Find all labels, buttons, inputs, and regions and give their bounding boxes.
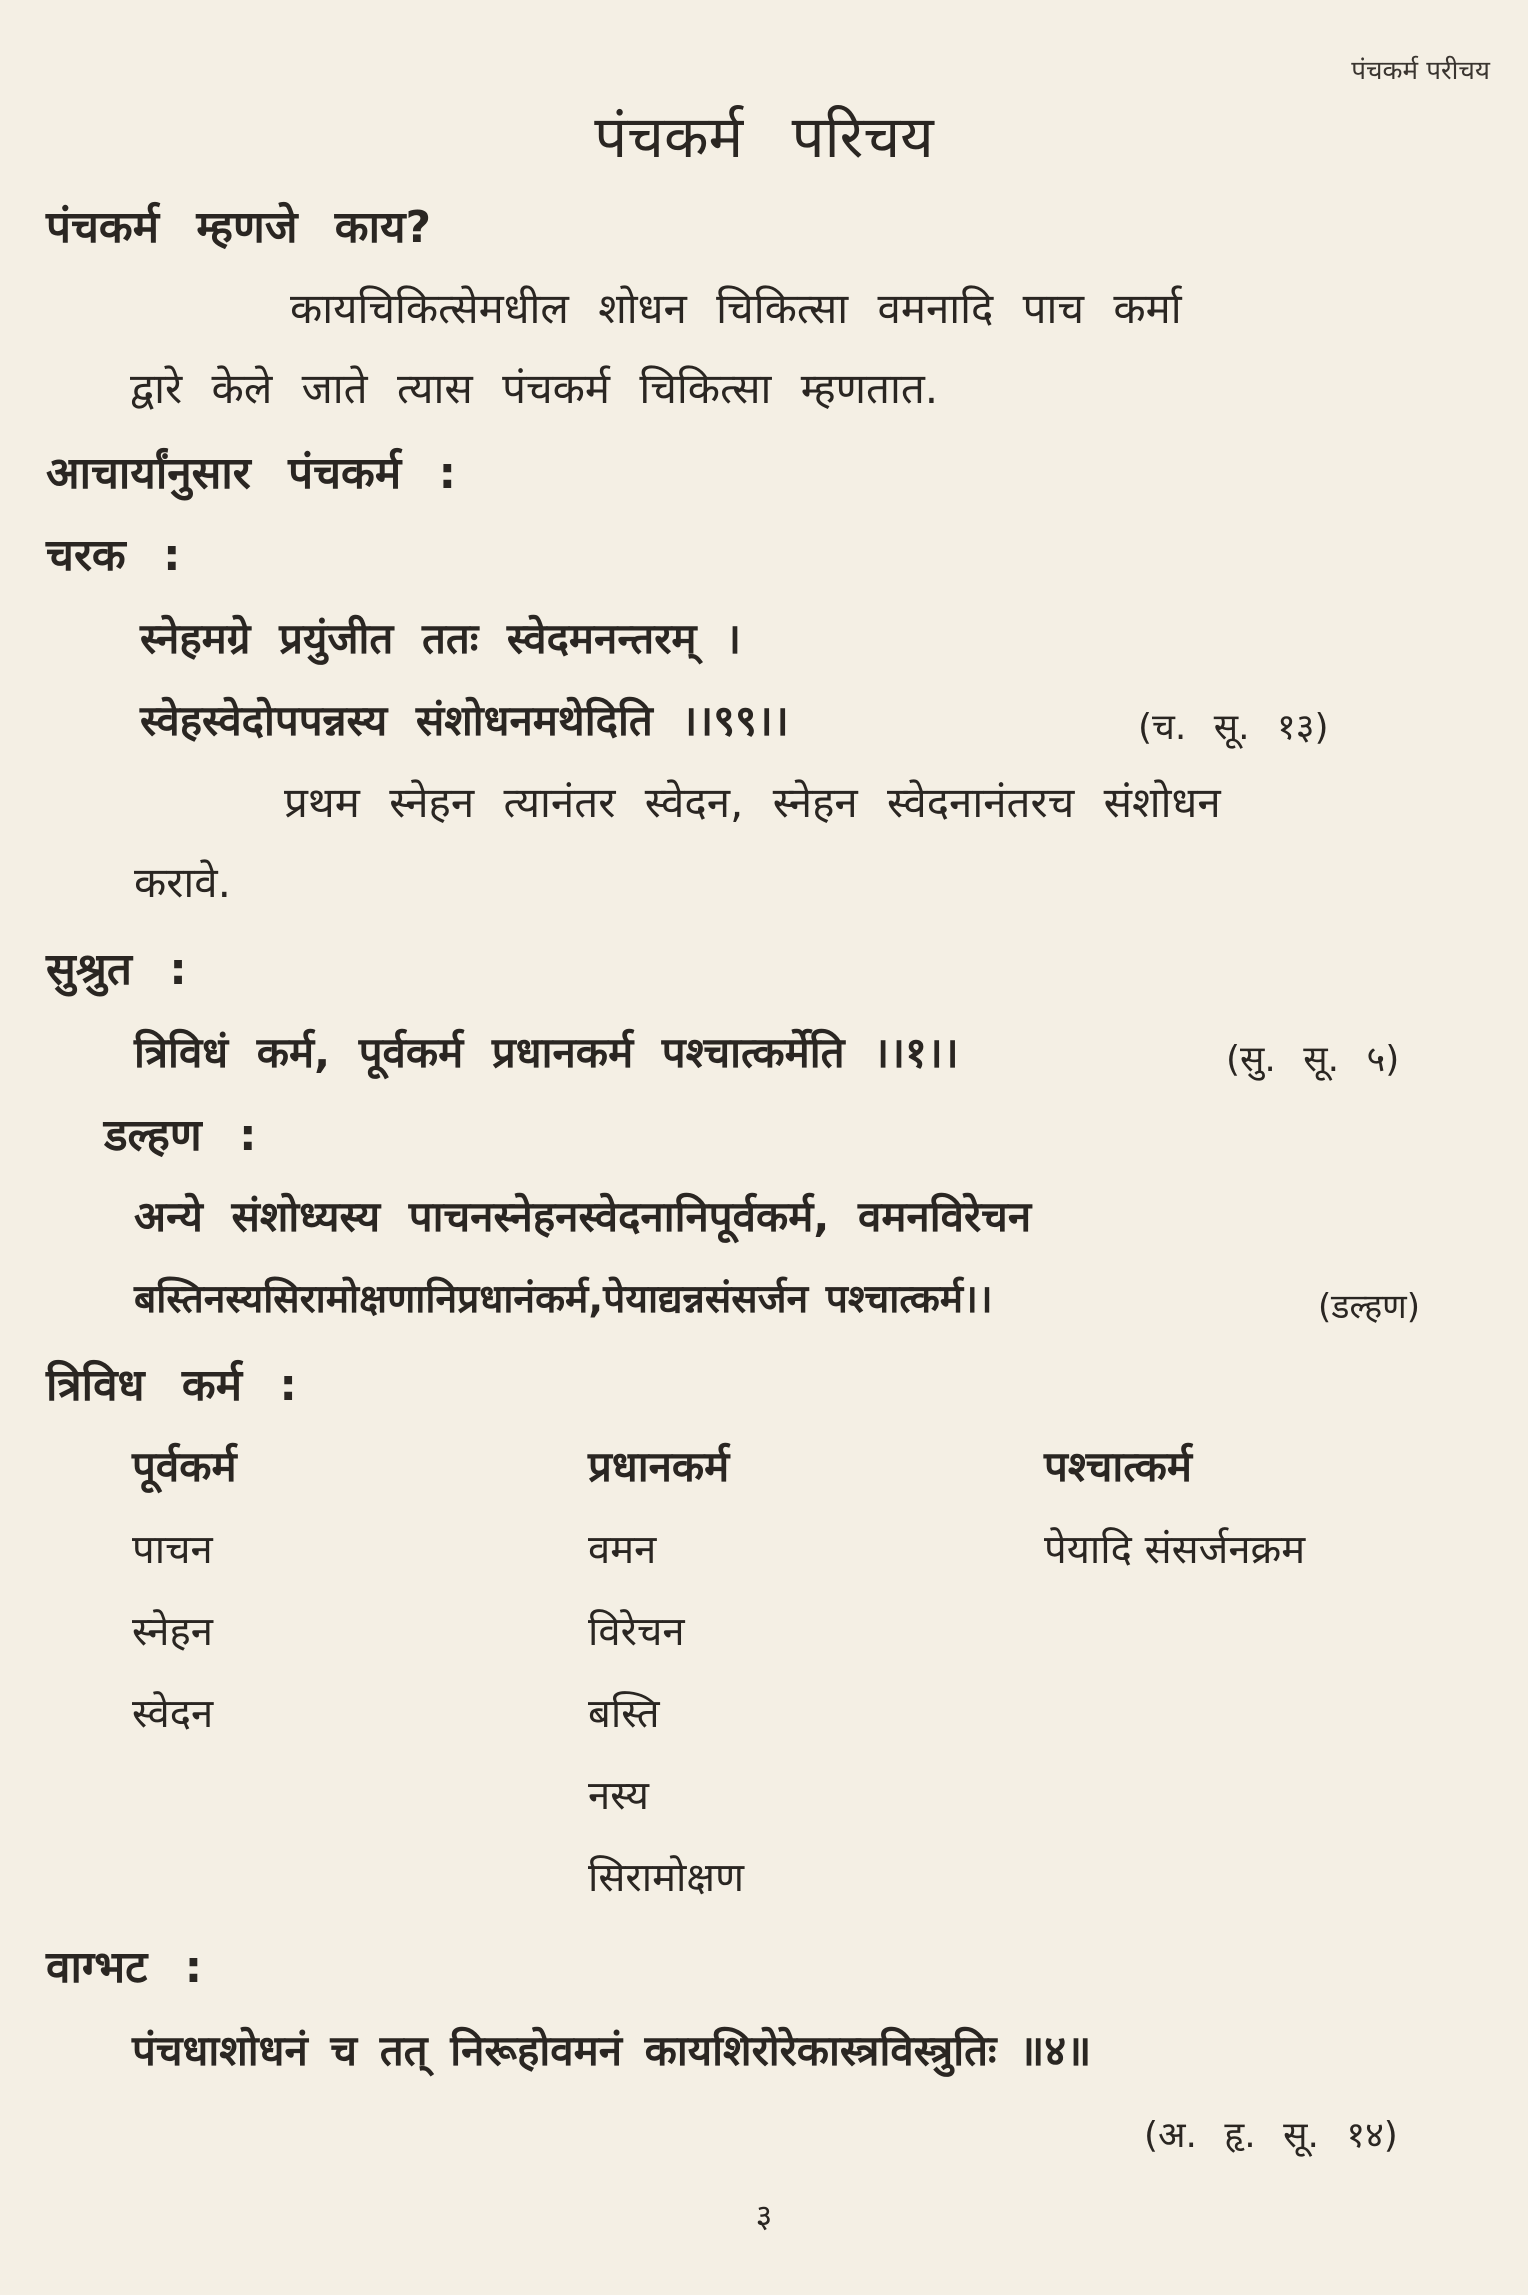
vagbhat-reference: (अ. हृ. सू. १४) <box>1144 2115 1398 2156</box>
table-cell-purvakarma: स्वेदन <box>132 1691 214 1737</box>
dalhan-line-2: बस्तिनस्यसिरामोक्षणानिप्रधानंकर्म,पेयाद्यन्नसंसर्जन पश्चात्कर्म।। <box>134 1277 993 1322</box>
page-number: ३ <box>755 2197 773 2235</box>
charak-para-line-2: करावे. <box>134 858 232 907</box>
table-header-pashchatkarma: पश्चात्कर्म <box>1044 1442 1192 1491</box>
charak-para-line-1: प्रथम स्नेहन त्यानंतर स्वेदन, स्नेहन स्वेदनानंतरच संशोधन <box>284 778 1221 827</box>
table-cell-pashchatkarma: पेयादि संसर्जनक्रम <box>1044 1527 1306 1573</box>
charak-heading: चरक : <box>46 530 181 581</box>
page-title: पंचकर्म परिचय <box>594 103 934 171</box>
table-cell-pradhankarma: नस्य <box>588 1773 649 1819</box>
question-heading: पंचकर्म म्हणजे काय? <box>46 202 432 253</box>
sushrut-heading: सुश्रुत : <box>46 944 187 995</box>
sushrut-reference: (सु. सू. ५) <box>1226 1039 1400 1080</box>
dalhan-heading: डल्हण : <box>104 1110 257 1161</box>
table-header-pradhankarma: प्रधानकर्म <box>588 1442 730 1491</box>
vagbhat-heading: वाग्भट : <box>46 1942 203 1993</box>
table-cell-pradhankarma: विरेचन <box>588 1609 685 1655</box>
table-cell-pradhankarma: वमन <box>588 1527 657 1573</box>
charak-reference: (च. सू. १३) <box>1138 707 1329 748</box>
dalhan-reference: (डल्हण) <box>1318 1287 1421 1327</box>
running-header: पंचकर्म परीचय <box>1351 56 1490 86</box>
vagbhat-verse: पंचधाशोधनं च तत् निरूहोवमनं कायशिरोरेकास्त्रविस्त्रुतिः ॥४॥ <box>132 2026 1092 2075</box>
charak-verse-line-2: स्वेहस्वेदोपपन्नस्य संशोधनमथेदिति ।।९९।। <box>140 696 789 745</box>
table-header-purvakarma: पूर्वकर्म <box>132 1442 237 1491</box>
question-para-line-2: द्वारे केले जाते त्यास पंचकर्म चिकित्सा म्हणतात. <box>130 364 939 413</box>
sushrut-verse: त्रिविधं कर्म, पूर्वकर्म प्रधानकर्म पश्चात्कर्मेति ।।१।। <box>134 1028 959 1077</box>
question-para-line-1: कायचिकित्सेमधील शोधन चिकित्सा वमनादि पाच कर्मा <box>290 284 1182 333</box>
table-cell-pradhankarma: सिरामोक्षण <box>588 1855 744 1901</box>
acharya-heading: आचार्यांनुसार पंचकर्म : <box>46 448 457 499</box>
dalhan-line-1: अन्ये संशोध्यस्य पाचनस्नेहनस्वेदनानिपूर्वकर्म, वमनविरेचन <box>134 1192 1032 1241</box>
charak-verse-line-1: स्नेहमग्रे प्रयुंजीत ततः स्वेदमनन्तरम् । <box>140 614 742 663</box>
table-cell-pradhankarma: बस्ति <box>588 1691 660 1737</box>
trividh-heading: त्रिविध कर्म : <box>46 1360 297 1411</box>
table-cell-purvakarma: स्नेहन <box>132 1609 213 1655</box>
table-cell-purvakarma: पाचन <box>132 1527 213 1573</box>
